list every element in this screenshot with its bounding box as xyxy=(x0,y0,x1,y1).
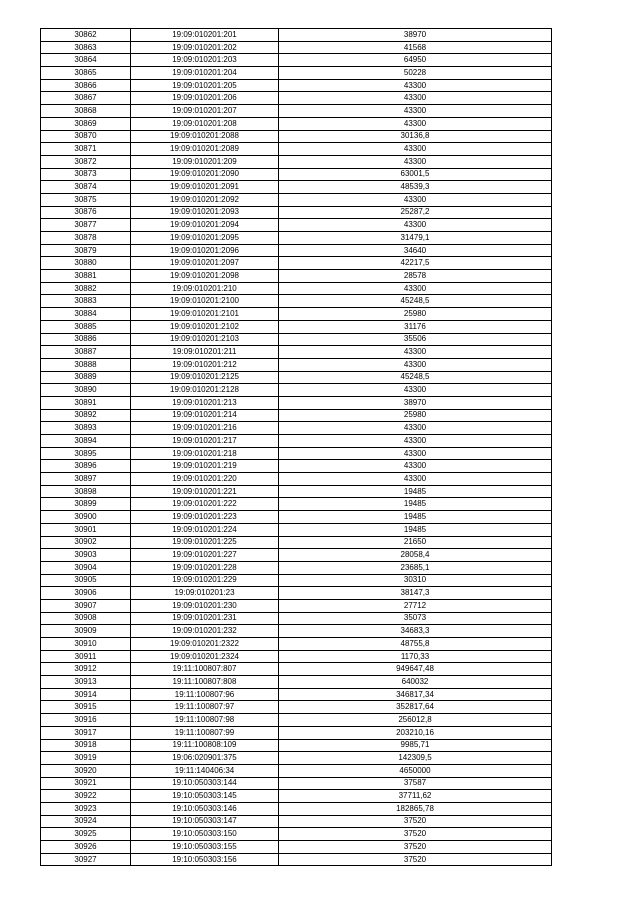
cadastral-number-cell: 19:09:010201:2102 xyxy=(131,320,279,333)
value-cell: 27712 xyxy=(279,599,552,612)
cadastral-number-cell: 19:11:100807:99 xyxy=(131,726,279,739)
table-row xyxy=(41,130,552,143)
value-cell: 43300 xyxy=(279,143,552,156)
table-row xyxy=(41,181,552,194)
cadastral-number-cell: 19:09:010201:2090 xyxy=(131,168,279,181)
table-row xyxy=(41,295,552,308)
cadastral-number-cell: 19:09:010201:216 xyxy=(131,422,279,435)
row-number-cell: 30882 xyxy=(41,282,131,295)
row-number-cell: 30891 xyxy=(41,396,131,409)
value-cell: 38970 xyxy=(279,29,552,42)
cadastral-number-cell: 19:09:010201:207 xyxy=(131,105,279,118)
cadastral-number-cell: 19:09:010201:2095 xyxy=(131,232,279,245)
row-number-cell: 30880 xyxy=(41,257,131,270)
table-row xyxy=(41,232,552,245)
row-number-cell: 30920 xyxy=(41,764,131,777)
value-cell: 43300 xyxy=(279,358,552,371)
row-number-cell: 30917 xyxy=(41,726,131,739)
cadastral-number-cell: 19:10:050303:144 xyxy=(131,777,279,790)
value-cell: 23685,1 xyxy=(279,561,552,574)
cadastral-number-cell: 19:09:010201:232 xyxy=(131,625,279,638)
table-row xyxy=(41,409,552,422)
cadastral-number-cell: 19:09:010201:229 xyxy=(131,574,279,587)
value-cell: 21650 xyxy=(279,536,552,549)
table-row xyxy=(41,92,552,105)
table-row xyxy=(41,853,552,866)
value-cell: 34640 xyxy=(279,244,552,257)
value-cell: 43300 xyxy=(279,447,552,460)
row-number-cell: 30910 xyxy=(41,638,131,651)
value-cell: 43300 xyxy=(279,219,552,232)
cadastral-number-cell: 19:09:010201:224 xyxy=(131,523,279,536)
table-row xyxy=(41,612,552,625)
row-number-cell: 30905 xyxy=(41,574,131,587)
table-row xyxy=(41,523,552,536)
cadastral-number-cell: 19:09:010201:217 xyxy=(131,435,279,448)
value-cell: 38970 xyxy=(279,396,552,409)
table-row xyxy=(41,244,552,257)
value-cell: 43300 xyxy=(279,79,552,92)
table-row xyxy=(41,498,552,511)
table-row xyxy=(41,802,552,815)
value-cell: 256012,8 xyxy=(279,714,552,727)
cadastral-number-cell: 19:09:010201:2089 xyxy=(131,143,279,156)
row-number-cell: 30865 xyxy=(41,67,131,80)
cadastral-number-cell: 19:09:010201:2103 xyxy=(131,333,279,346)
value-cell: 37520 xyxy=(279,841,552,854)
row-number-cell: 30887 xyxy=(41,346,131,359)
cadastral-number-cell: 19:09:010201:223 xyxy=(131,511,279,524)
row-number-cell: 30878 xyxy=(41,232,131,245)
row-number-cell: 30902 xyxy=(41,536,131,549)
table-row xyxy=(41,358,552,371)
cadastral-number-cell: 19:09:010201:206 xyxy=(131,92,279,105)
value-cell: 43300 xyxy=(279,282,552,295)
cadastral-number-cell: 19:10:050303:156 xyxy=(131,853,279,866)
cadastral-number-cell: 19:10:050303:147 xyxy=(131,815,279,828)
row-number-cell: 30919 xyxy=(41,752,131,765)
table-row xyxy=(41,320,552,333)
value-cell: 28058,4 xyxy=(279,549,552,562)
value-cell: 19485 xyxy=(279,498,552,511)
cadastral-number-cell: 19:10:050303:146 xyxy=(131,802,279,815)
value-cell: 949647,48 xyxy=(279,663,552,676)
value-cell: 43300 xyxy=(279,193,552,206)
table-row xyxy=(41,155,552,168)
data-table xyxy=(40,28,552,866)
value-cell: 28578 xyxy=(279,270,552,283)
value-cell: 31176 xyxy=(279,320,552,333)
value-cell: 45248,5 xyxy=(279,371,552,384)
table-row xyxy=(41,625,552,638)
row-number-cell: 30914 xyxy=(41,688,131,701)
row-number-cell: 30873 xyxy=(41,168,131,181)
cadastral-number-cell: 19:09:010201:2125 xyxy=(131,371,279,384)
table-row xyxy=(41,701,552,714)
cadastral-number-cell: 19:09:010201:209 xyxy=(131,155,279,168)
value-cell: 42217,5 xyxy=(279,257,552,270)
cadastral-number-cell: 19:09:010201:202 xyxy=(131,41,279,54)
value-cell: 38147,3 xyxy=(279,587,552,600)
cadastral-number-cell: 19:09:010201:227 xyxy=(131,549,279,562)
value-cell: 43300 xyxy=(279,105,552,118)
row-number-cell: 30871 xyxy=(41,143,131,156)
row-number-cell: 30894 xyxy=(41,435,131,448)
row-number-cell: 30892 xyxy=(41,409,131,422)
table-body xyxy=(41,29,552,866)
table-row xyxy=(41,193,552,206)
table-row xyxy=(41,726,552,739)
table-row xyxy=(41,536,552,549)
cadastral-number-cell: 19:09:010201:212 xyxy=(131,358,279,371)
value-cell: 19485 xyxy=(279,523,552,536)
cadastral-number-cell: 19:09:010201:220 xyxy=(131,473,279,486)
table-row xyxy=(41,422,552,435)
table-row xyxy=(41,752,552,765)
cadastral-number-cell: 19:09:010201:2100 xyxy=(131,295,279,308)
table-row xyxy=(41,346,552,359)
cadastral-number-cell: 19:09:010201:222 xyxy=(131,498,279,511)
row-number-cell: 30896 xyxy=(41,460,131,473)
table-row xyxy=(41,561,552,574)
table-row xyxy=(41,206,552,219)
table-row xyxy=(41,41,552,54)
cadastral-number-cell: 19:09:010201:2101 xyxy=(131,308,279,321)
cadastral-number-cell: 19:11:100807:808 xyxy=(131,676,279,689)
row-number-cell: 30924 xyxy=(41,815,131,828)
value-cell: 48755,8 xyxy=(279,638,552,651)
cadastral-number-cell: 19:09:010201:2098 xyxy=(131,270,279,283)
table-row xyxy=(41,117,552,130)
cadastral-number-cell: 19:09:010201:205 xyxy=(131,79,279,92)
value-cell: 37520 xyxy=(279,815,552,828)
row-number-cell: 30916 xyxy=(41,714,131,727)
cadastral-number-cell: 19:11:100807:807 xyxy=(131,663,279,676)
row-number-cell: 30906 xyxy=(41,587,131,600)
value-cell: 34683,3 xyxy=(279,625,552,638)
value-cell: 30310 xyxy=(279,574,552,587)
value-cell: 1170,33 xyxy=(279,650,552,663)
table-row xyxy=(41,333,552,346)
row-number-cell: 30867 xyxy=(41,92,131,105)
table-row xyxy=(41,384,552,397)
value-cell: 37587 xyxy=(279,777,552,790)
value-cell: 43300 xyxy=(279,460,552,473)
table-row xyxy=(41,79,552,92)
row-number-cell: 30866 xyxy=(41,79,131,92)
row-number-cell: 30898 xyxy=(41,485,131,498)
table-row xyxy=(41,599,552,612)
table-row xyxy=(41,257,552,270)
row-number-cell: 30884 xyxy=(41,308,131,321)
value-cell: 352817,64 xyxy=(279,701,552,714)
cadastral-number-cell: 19:11:140406:34 xyxy=(131,764,279,777)
row-number-cell: 30895 xyxy=(41,447,131,460)
table-row xyxy=(41,688,552,701)
row-number-cell: 30888 xyxy=(41,358,131,371)
row-number-cell: 30922 xyxy=(41,790,131,803)
table-row xyxy=(41,511,552,524)
cadastral-number-cell: 19:09:010201:211 xyxy=(131,346,279,359)
row-number-cell: 30870 xyxy=(41,130,131,143)
cadastral-number-cell: 19:09:010201:221 xyxy=(131,485,279,498)
value-cell: 43300 xyxy=(279,435,552,448)
row-number-cell: 30890 xyxy=(41,384,131,397)
value-cell: 41568 xyxy=(279,41,552,54)
table-row xyxy=(41,396,552,409)
cadastral-number-cell: 19:10:050303:155 xyxy=(131,841,279,854)
cadastral-number-cell: 19:09:010201:204 xyxy=(131,67,279,80)
value-cell: 64950 xyxy=(279,54,552,67)
value-cell: 37711,62 xyxy=(279,790,552,803)
row-number-cell: 30915 xyxy=(41,701,131,714)
row-number-cell: 30913 xyxy=(41,676,131,689)
cadastral-number-cell: 19:09:010201:214 xyxy=(131,409,279,422)
value-cell: 182865,78 xyxy=(279,802,552,815)
row-number-cell: 30875 xyxy=(41,193,131,206)
row-number-cell: 30876 xyxy=(41,206,131,219)
row-number-cell: 30904 xyxy=(41,561,131,574)
cadastral-number-cell: 19:10:050303:150 xyxy=(131,828,279,841)
cadastral-number-cell: 19:09:010201:228 xyxy=(131,561,279,574)
table-row xyxy=(41,777,552,790)
cadastral-number-cell: 19:09:010201:201 xyxy=(131,29,279,42)
row-number-cell: 30869 xyxy=(41,117,131,130)
value-cell: 25980 xyxy=(279,409,552,422)
value-cell: 19485 xyxy=(279,511,552,524)
row-number-cell: 30881 xyxy=(41,270,131,283)
table-row xyxy=(41,739,552,752)
table-row xyxy=(41,549,552,562)
cadastral-number-cell: 19:09:010201:2097 xyxy=(131,257,279,270)
cadastral-number-cell: 19:09:010201:2322 xyxy=(131,638,279,651)
table-row xyxy=(41,828,552,841)
row-number-cell: 30925 xyxy=(41,828,131,841)
row-number-cell: 30868 xyxy=(41,105,131,118)
table-row xyxy=(41,282,552,295)
value-cell: 203210,16 xyxy=(279,726,552,739)
cadastral-number-cell: 19:11:100807:97 xyxy=(131,701,279,714)
cadastral-number-cell: 19:09:010201:2088 xyxy=(131,130,279,143)
row-number-cell: 30893 xyxy=(41,422,131,435)
row-number-cell: 30864 xyxy=(41,54,131,67)
cadastral-number-cell: 19:09:010201:213 xyxy=(131,396,279,409)
table-row xyxy=(41,168,552,181)
table-row xyxy=(41,790,552,803)
row-number-cell: 30909 xyxy=(41,625,131,638)
cadastral-number-cell: 19:10:050303:145 xyxy=(131,790,279,803)
table-row xyxy=(41,587,552,600)
value-cell: 25980 xyxy=(279,308,552,321)
table-row xyxy=(41,714,552,727)
value-cell: 63001,5 xyxy=(279,168,552,181)
value-cell: 35506 xyxy=(279,333,552,346)
table-row xyxy=(41,473,552,486)
cadastral-number-cell: 19:09:010201:2094 xyxy=(131,219,279,232)
row-number-cell: 30872 xyxy=(41,155,131,168)
row-number-cell: 30900 xyxy=(41,511,131,524)
row-number-cell: 30883 xyxy=(41,295,131,308)
value-cell: 43300 xyxy=(279,422,552,435)
value-cell: 35073 xyxy=(279,612,552,625)
value-cell: 45248,5 xyxy=(279,295,552,308)
table-row xyxy=(41,676,552,689)
table-row xyxy=(41,29,552,42)
cadastral-number-cell: 19:09:010201:2093 xyxy=(131,206,279,219)
row-number-cell: 30886 xyxy=(41,333,131,346)
table-row xyxy=(41,54,552,67)
table-row xyxy=(41,371,552,384)
table-row xyxy=(41,460,552,473)
value-cell: 25287,2 xyxy=(279,206,552,219)
table-row xyxy=(41,650,552,663)
value-cell: 142309,5 xyxy=(279,752,552,765)
cadastral-number-cell: 19:09:010201:231 xyxy=(131,612,279,625)
row-number-cell: 30912 xyxy=(41,663,131,676)
value-cell: 48539,3 xyxy=(279,181,552,194)
cadastral-number-cell: 19:09:010201:2096 xyxy=(131,244,279,257)
value-cell: 19485 xyxy=(279,485,552,498)
row-number-cell: 30923 xyxy=(41,802,131,815)
cadastral-number-cell: 19:11:100808:109 xyxy=(131,739,279,752)
value-cell: 43300 xyxy=(279,384,552,397)
table-row xyxy=(41,308,552,321)
cadastral-number-cell: 19:09:010201:2092 xyxy=(131,193,279,206)
cadastral-number-cell: 19:09:010201:219 xyxy=(131,460,279,473)
value-cell: 30136,8 xyxy=(279,130,552,143)
table-row xyxy=(41,67,552,80)
value-cell: 640032 xyxy=(279,676,552,689)
table-row xyxy=(41,143,552,156)
value-cell: 31479,1 xyxy=(279,232,552,245)
value-cell: 346817,34 xyxy=(279,688,552,701)
row-number-cell: 30879 xyxy=(41,244,131,257)
row-number-cell: 30874 xyxy=(41,181,131,194)
row-number-cell: 30911 xyxy=(41,650,131,663)
row-number-cell: 30862 xyxy=(41,29,131,42)
value-cell: 43300 xyxy=(279,473,552,486)
row-number-cell: 30918 xyxy=(41,739,131,752)
table-row xyxy=(41,219,552,232)
value-cell: 37520 xyxy=(279,828,552,841)
value-cell: 43300 xyxy=(279,346,552,359)
cadastral-number-cell: 19:09:010201:230 xyxy=(131,599,279,612)
cadastral-number-cell: 19:09:010201:225 xyxy=(131,536,279,549)
row-number-cell: 30908 xyxy=(41,612,131,625)
row-number-cell: 30927 xyxy=(41,853,131,866)
table-row xyxy=(41,764,552,777)
table-row xyxy=(41,435,552,448)
table-row xyxy=(41,485,552,498)
cadastral-number-cell: 19:09:010201:2128 xyxy=(131,384,279,397)
table-row xyxy=(41,815,552,828)
cadastral-number-cell: 19:09:010201:2324 xyxy=(131,650,279,663)
table-row xyxy=(41,447,552,460)
row-number-cell: 30889 xyxy=(41,371,131,384)
row-number-cell: 30897 xyxy=(41,473,131,486)
row-number-cell: 30899 xyxy=(41,498,131,511)
table-row xyxy=(41,574,552,587)
value-cell: 37520 xyxy=(279,853,552,866)
value-cell: 4650000 xyxy=(279,764,552,777)
table-row xyxy=(41,105,552,118)
cadastral-number-cell: 19:09:010201:203 xyxy=(131,54,279,67)
row-number-cell: 30921 xyxy=(41,777,131,790)
value-cell: 43300 xyxy=(279,155,552,168)
cadastral-number-cell: 19:09:010201:210 xyxy=(131,282,279,295)
cadastral-number-cell: 19:06:020901:375 xyxy=(131,752,279,765)
cadastral-number-cell: 19:09:010201:2091 xyxy=(131,181,279,194)
value-cell: 43300 xyxy=(279,117,552,130)
row-number-cell: 30885 xyxy=(41,320,131,333)
row-number-cell: 30901 xyxy=(41,523,131,536)
row-number-cell: 30863 xyxy=(41,41,131,54)
cadastral-number-cell: 19:11:100807:96 xyxy=(131,688,279,701)
table-row xyxy=(41,841,552,854)
row-number-cell: 30903 xyxy=(41,549,131,562)
value-cell: 50228 xyxy=(279,67,552,80)
cadastral-number-cell: 19:09:010201:23 xyxy=(131,587,279,600)
cadastral-number-cell: 19:09:010201:208 xyxy=(131,117,279,130)
table-row xyxy=(41,638,552,651)
table-row xyxy=(41,663,552,676)
row-number-cell: 30926 xyxy=(41,841,131,854)
row-number-cell: 30877 xyxy=(41,219,131,232)
value-cell: 43300 xyxy=(279,92,552,105)
cadastral-number-cell: 19:11:100807:98 xyxy=(131,714,279,727)
cadastral-number-cell: 19:09:010201:218 xyxy=(131,447,279,460)
row-number-cell: 30907 xyxy=(41,599,131,612)
value-cell: 9985,71 xyxy=(279,739,552,752)
table-row xyxy=(41,270,552,283)
